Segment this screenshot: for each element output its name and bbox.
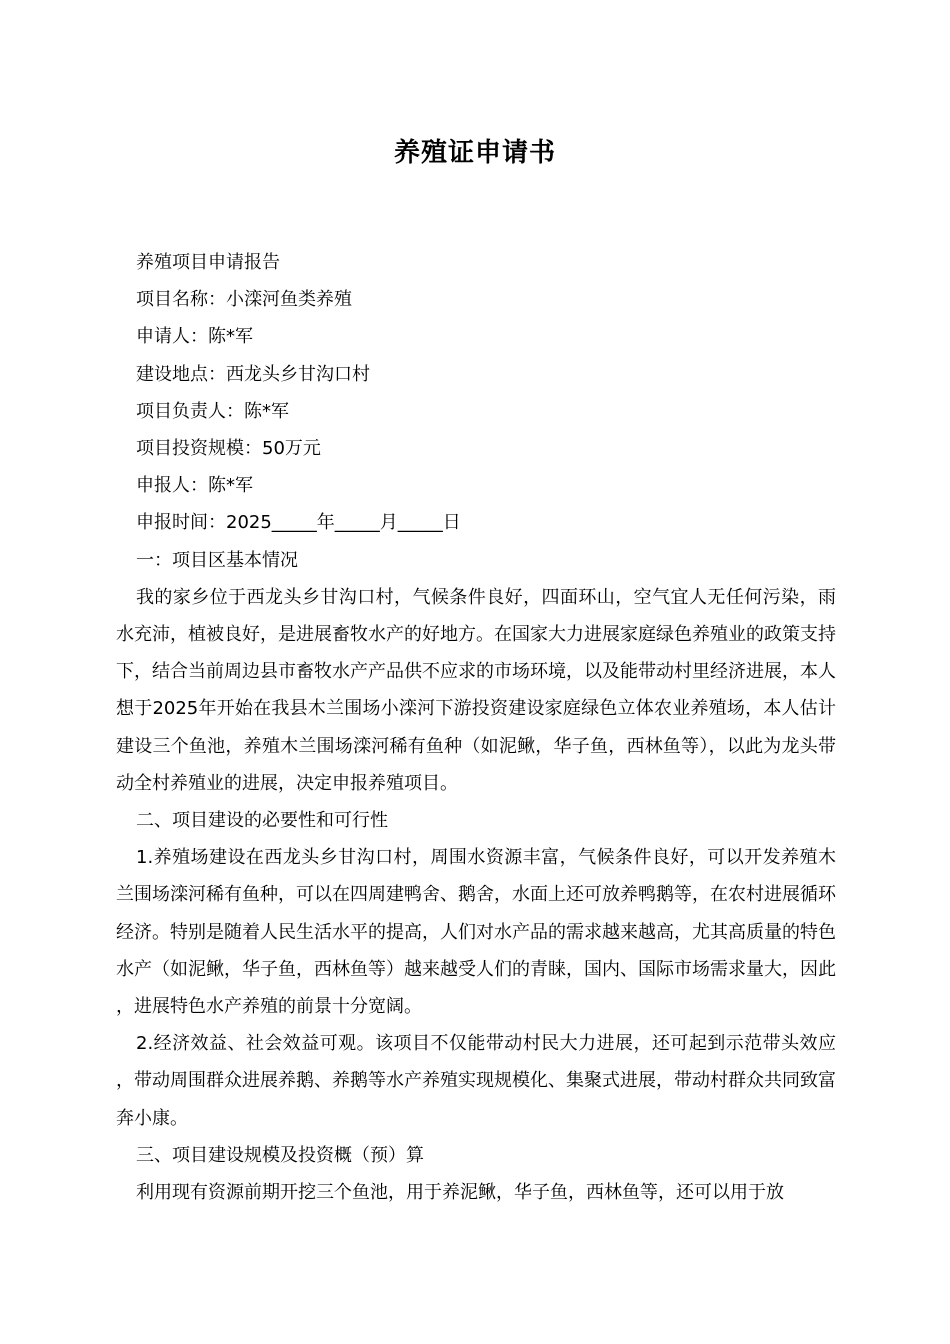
section-2-paragraph-1: 1.养殖场建设在西龙头乡甘沟口村，周围水资源丰富，气候条件良好，可以开发养殖木兰围场滦河稀有鱼种，可以在四周建鸭舍、鹅舍，水面上还可放养鸭鹅等，在农村进展循环经济。特别是随着人民生活水平的提高，人们对水产品的需求越来越高，尤其高质量的特色水产（如泥鳅，华子鱼，西林鱼等）越来越受人们的青睐，国内、国际市场需求量大，因此，进展特色水产养殖的前景十分宽阔。 [116, 847, 836, 1018]
investment-scale-line: 项目投资规模：50万元 [136, 438, 321, 460]
declaration-date-line: 申报时间：2025_____年_____月_____日 [136, 512, 461, 534]
section-2-heading: 二、项目建设的必要性和可行性 [136, 810, 388, 832]
section-1-heading: 一：项目区基本情况 [136, 549, 298, 571]
section-1-paragraph: 我的家乡位于西龙头乡甘沟口村，气候条件良好，四面环山，空气宜人无任何污染，雨水充沛，植被良好，是进展畜牧水产的好地方。在国家大力进展家庭绿色养殖业的政策支持下，结合当前周边县市畜牧水产产品供不应求的市场环境，以及能带动村里经济进展，本人想于2025年开始在我县木兰围场小滦河下游投资建设家庭绿色立体农业养殖场，本人估计建设三个鱼池，养殖木兰围场滦河稀有鱼种（如泥鳅，华子鱼，西林鱼等），以此为龙头带动全村养殖业的进展，决定申报养殖项目。 [116, 586, 836, 794]
project-lead-line: 项目负责人：陈*军 [136, 400, 289, 422]
section-2-paragraph-2: 2.经济效益、社会效益可观。该项目不仅能带动村民大力进展，还可起到示范带头效应，带动周围群众进展养鹅、养鹅等水产养殖实现规模化、集聚式进展，带动村群众共同致富奔小康。 [116, 1033, 836, 1129]
report-heading: 养殖项目申请报告 [136, 252, 280, 273]
project-name-line: 项目名称：小滦河鱼类养殖 [136, 289, 352, 311]
section-3-paragraph: 利用现有资源前期开挖三个鱼池，用于养泥鳅，华子鱼，西林鱼等，还可以用于放 [136, 1182, 784, 1204]
location-line: 建设地点：西龙头乡甘沟口村 [136, 363, 370, 385]
document-title: 养殖证申请书 [393, 138, 556, 168]
declarant-line: 申报人：陈*军 [136, 475, 253, 497]
applicant-line: 申请人：陈*军 [136, 326, 253, 348]
section-3-heading: 三、项目建设规模及投资概（预）算 [136, 1144, 424, 1166]
document-body [116, 244, 836, 1211]
